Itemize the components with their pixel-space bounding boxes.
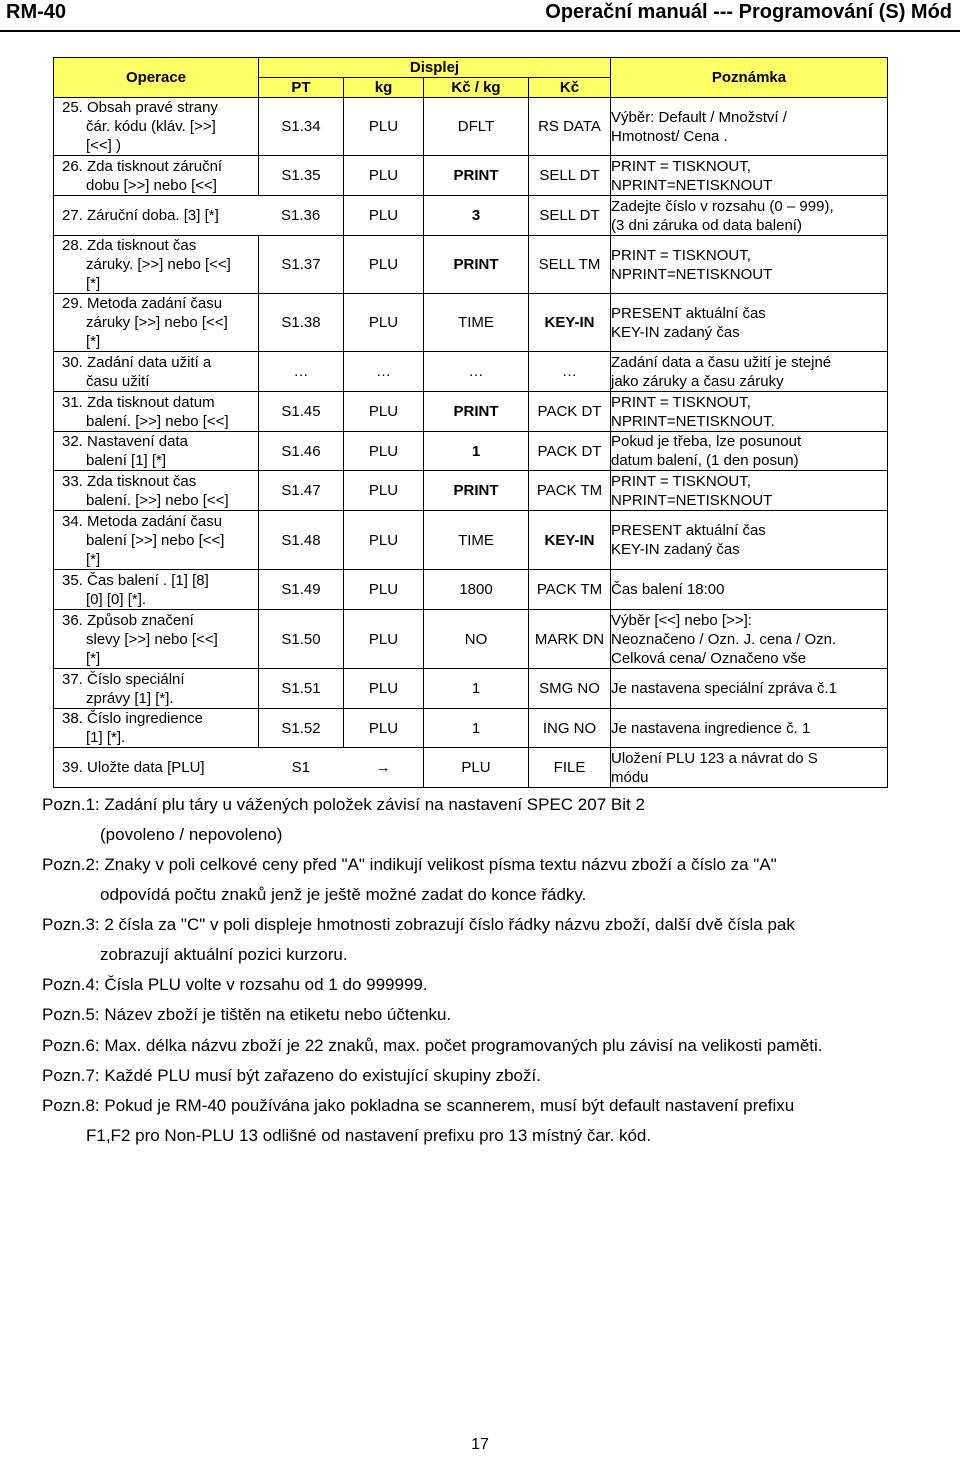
kc-cell: FILE — [529, 748, 611, 788]
header-row-1 — [54, 58, 888, 78]
pt-value: S1 — [291, 759, 311, 776]
programming-table — [53, 57, 888, 788]
pt-cell: S1.38 — [259, 294, 344, 352]
kg-cell: PLU — [344, 98, 424, 156]
table-row — [54, 98, 888, 156]
operation-cell: 30. Zadání data užití a času užití — [54, 352, 259, 392]
kc-cell: PACK TM — [529, 471, 611, 511]
operation-cell: 38. Číslo ingredience [1] [*]. — [54, 709, 259, 748]
page-number: 17 — [471, 1436, 489, 1453]
kc-kg-cell: 1800 — [424, 570, 529, 610]
kc-cell: KEY-IN — [529, 294, 611, 352]
note-1: Pozn.1: Zadání plu táry u vážených položek závisí na nastavení SPEC 207 Bit 2 — [42, 795, 645, 814]
col-header-kg: kg — [344, 78, 424, 98]
note-8-cont: F1,F2 pro Non-PLU 13 odlišné od nastavení prefixu pro 13 místný čar. kód. — [86, 1126, 652, 1145]
pt-cell: S1.50 — [259, 610, 344, 669]
pt-cell: … — [259, 352, 344, 392]
pt-cell: S1.49 — [259, 570, 344, 610]
operation-cell: 26. Zda tisknout záruční dobu [>>] nebo [<<] — [54, 156, 259, 196]
note-6: Pozn.6: Max. délka názvu zboží je 22 znaků, max. počet programovaných plu závisí na velikosti paměti. — [42, 1036, 823, 1055]
header-model: RM-40 — [6, 1, 67, 23]
operation-cell: 39. Uložte data [PLU] S1 → — [54, 748, 424, 788]
kc-kg-cell: NO — [424, 610, 529, 669]
operation-cell: 27. Záruční doba. [3] [*] S1.36 — [54, 196, 344, 236]
col-header-pt: PT — [259, 78, 344, 98]
col-header-displej: Displej — [259, 58, 611, 78]
table-row — [54, 709, 888, 748]
table-row — [54, 432, 888, 471]
note-cell: Je nastavena ingredience č. 1 — [611, 709, 888, 748]
pt-cell: S1.46 — [259, 432, 344, 471]
note-cell: PRESENT aktuální čas KEY-IN zadaný čas — [611, 294, 888, 352]
col-header-poznamka: Poznámka — [611, 58, 888, 98]
kg-cell: PLU — [344, 432, 424, 471]
note-cell: Pokud je třeba, lze posunout datum balení, (1 den posun) — [611, 432, 888, 471]
operation-cell: 31. Zda tisknout datum balení. [>>] nebo [<<] — [54, 392, 259, 432]
table-row — [54, 352, 888, 392]
note-cell: PRINT = TISKNOUT, NPRINT=NETISKNOUT — [611, 236, 888, 294]
kg-cell: PLU — [344, 669, 424, 709]
kc-cell: SELL TM — [529, 236, 611, 294]
kc-kg-cell: 1 — [424, 709, 529, 748]
operation-cell: 28. Zda tisknout čas záruky. [>>] nebo [<<] [*] — [54, 236, 259, 294]
operation-cell: 25. Obsah pravé strany čár. kódu (kláv. [>>] [<<] ) — [54, 98, 259, 156]
pt-cell: S1.48 — [259, 511, 344, 570]
arrow-icon: → — [375, 759, 391, 776]
kg-cell: PLU — [344, 471, 424, 511]
pt-cell: S1.47 — [259, 471, 344, 511]
operation-cell: 36. Způsob značení slevy [>>] nebo [<<] [*] — [54, 610, 259, 669]
kc-cell: SMG NO — [529, 669, 611, 709]
kc-cell: SELL DT — [529, 156, 611, 196]
kc-kg-cell: 1 — [424, 669, 529, 709]
operation-cell: 37. Číslo speciální zprávy [1] [*]. — [54, 669, 259, 709]
pt-cell: S1.35 — [259, 156, 344, 196]
note-cell: PRINT = TISKNOUT, NPRINT=NETISKNOUT — [611, 471, 888, 511]
note-cell: Uložení PLU 123 a návrat do S módu — [611, 748, 888, 788]
kc-kg-cell: TIME — [424, 294, 529, 352]
kg-cell: … — [344, 352, 424, 392]
note-1-cont: (povoleno / nepovoleno) — [100, 825, 283, 844]
note-cell: Zadejte číslo v rozsahu (0 – 999), (3 dni záruka od data balení) — [611, 196, 888, 236]
kc-kg-cell: PRINT — [424, 236, 529, 294]
table-row — [54, 610, 888, 669]
kg-cell: PLU — [344, 511, 424, 570]
table-row — [54, 669, 888, 709]
kc-kg-cell: 3 — [424, 196, 529, 236]
kc-cell: KEY-IN — [529, 511, 611, 570]
kc-kg-cell: PRINT — [424, 392, 529, 432]
kg-cell: PLU — [344, 294, 424, 352]
kc-cell: RS DATA — [529, 98, 611, 156]
operation-cell: 34. Metoda zadání času balení [>>] nebo [<<] [*] — [54, 511, 259, 570]
pt-cell: S1.51 — [259, 669, 344, 709]
kc-kg-cell: PLU — [424, 748, 529, 788]
pt-cell: S1.37 — [259, 236, 344, 294]
col-header-kc: Kč — [529, 78, 611, 98]
kg-cell: PLU — [344, 196, 424, 236]
table-row — [54, 196, 888, 236]
operation-cell: 29. Metoda zadání času záruky [>>] nebo [<<] [*] — [54, 294, 259, 352]
note-cell: PRESENT aktuální čas KEY-IN zadaný čas — [611, 511, 888, 570]
kg-cell: PLU — [344, 236, 424, 294]
kc-cell: ING NO — [529, 709, 611, 748]
header-title: Operační manuál --- Programování (S) Mód — [545, 1, 952, 23]
note-4: Pozn.4: Čísla PLU volte v rozsahu od 1 do 999999. — [42, 975, 428, 994]
operation-cell: 32. Nastavení data balení [1] [*] — [54, 432, 259, 471]
kg-cell: PLU — [344, 610, 424, 669]
kc-cell: PACK DT — [529, 432, 611, 471]
kc-kg-cell: 1 — [424, 432, 529, 471]
note-7: Pozn.7: Každé PLU musí být zařazeno do existující skupiny zboží. — [42, 1066, 541, 1085]
kc-kg-cell: … — [424, 352, 529, 392]
table-row — [54, 570, 888, 610]
note-cell: Je nastavena speciální zpráva č.1 — [611, 669, 888, 709]
note-5: Pozn.5: Název zboží je tištěn na etiketu nebo účtenku. — [42, 1005, 452, 1024]
kc-kg-cell: PRINT — [424, 156, 529, 196]
kc-cell: PACK TM — [529, 570, 611, 610]
col-header-operace: Operace — [54, 58, 259, 98]
note-3-cont: zobrazují aktuální pozici kurzoru. — [100, 945, 348, 964]
note-cell: Výběr: Default / Množství / Hmotnost/ Cena . — [611, 98, 888, 156]
table-row — [54, 392, 888, 432]
table-row — [54, 748, 888, 788]
kg-cell: PLU — [344, 156, 424, 196]
table-row — [54, 471, 888, 511]
pt-cell: S1.45 — [259, 392, 344, 432]
note-cell: PRINT = TISKNOUT, NPRINT=NETISKNOUT. — [611, 392, 888, 432]
note-cell: Výběr [<<] nebo [>>]: Neoznačeno / Ozn. J. cena / Ozn. Celková cena/ Označeno vše — [611, 610, 888, 669]
kg-cell: PLU — [344, 709, 424, 748]
col-header-kc-kg: Kč / kg — [424, 78, 529, 98]
note-8: Pozn.8: Pokud je RM-40 používána jako pokladna se scannerem, musí být default nastavení prefixu — [42, 1096, 795, 1115]
pt-value: S1.36 — [281, 207, 321, 224]
kg-cell: PLU — [344, 570, 424, 610]
operation-cell: 35. Čas balení . [1] [8] [0] [0] [*]. — [54, 570, 259, 610]
kc-cell: … — [529, 352, 611, 392]
kc-kg-cell: TIME — [424, 511, 529, 570]
kc-kg-cell: DFLT — [424, 98, 529, 156]
note-2-cont: odpovídá počtu znaků jenž je ještě možné zadat do konce řádky. — [100, 885, 587, 904]
table-row — [54, 511, 888, 570]
table-row — [54, 294, 888, 352]
note-cell: PRINT = TISKNOUT, NPRINT=NETISKNOUT — [611, 156, 888, 196]
operation-cell: 33. Zda tisknout čas balení. [>>] nebo [<<] — [54, 471, 259, 511]
page-header — [0, 0, 960, 32]
kc-cell: MARK DN — [529, 610, 611, 669]
kc-kg-cell: PRINT — [424, 471, 529, 511]
note-cell: Zadání data a času užití je stejné jako záruky a času záruky — [611, 352, 888, 392]
note-2: Pozn.2: Znaky v poli celkové ceny před "A" indikují velikost písma textu názvu zboží a číslo za "A" — [42, 855, 777, 874]
kg-cell: PLU — [344, 392, 424, 432]
table-row — [54, 156, 888, 196]
pt-cell: S1.34 — [259, 98, 344, 156]
kc-cell: PACK DT — [529, 392, 611, 432]
kc-cell: SELL DT — [529, 196, 611, 236]
table-row — [54, 236, 888, 294]
note-3: Pozn.3: 2 čísla za "C" v poli displeje hmotnosti zobrazují číslo řádky názvu zboží, další dvě čísla pak — [42, 915, 795, 934]
pt-cell: S1.52 — [259, 709, 344, 748]
note-cell: Čas balení 18:00 — [611, 570, 888, 610]
